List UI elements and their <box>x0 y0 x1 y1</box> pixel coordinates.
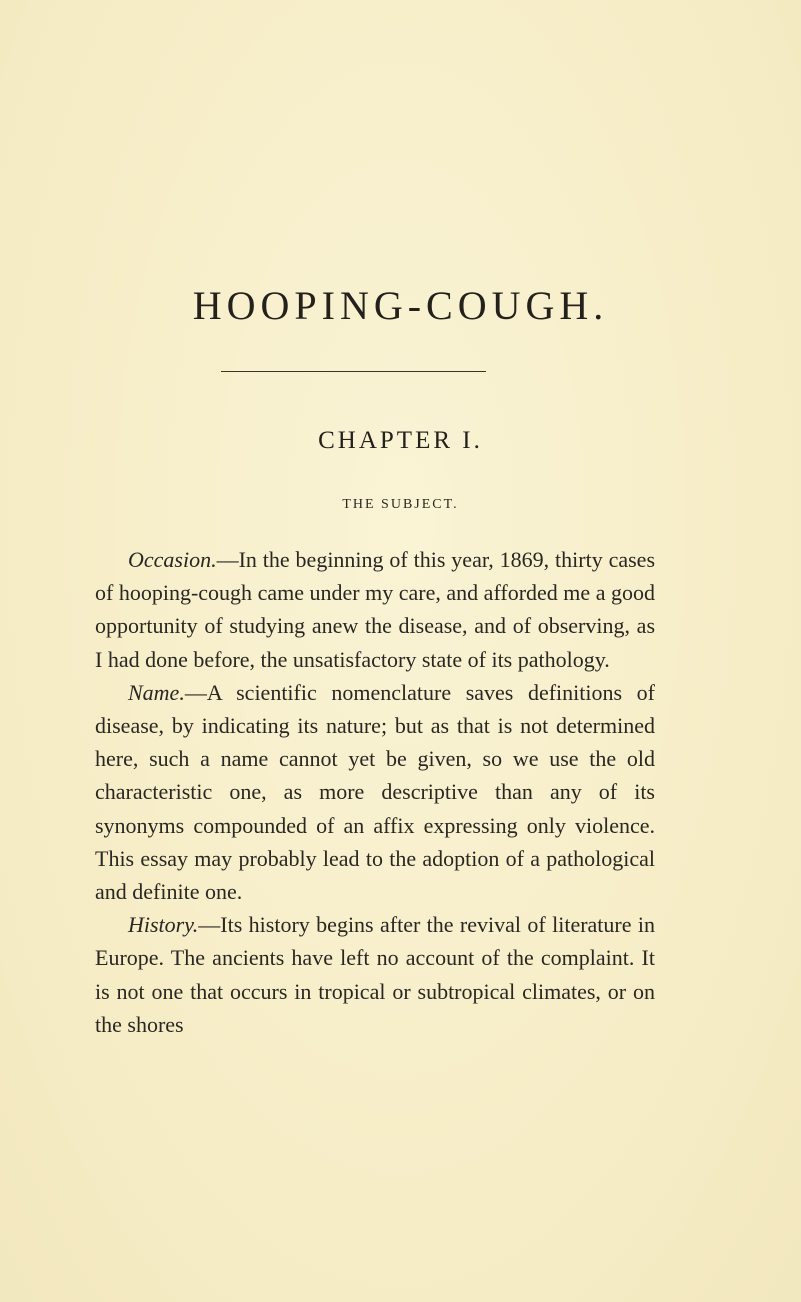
chapter-heading: CHAPTER I. <box>318 427 483 454</box>
section-subtitle: THE SUBJECT. <box>342 497 459 512</box>
page-title: HOOPING-COUGH. <box>192 283 609 328</box>
paragraph-text: —In the beginning of this year, 1869, thirty cases of hooping-cough came under my care, and afforded me a good opportunity of studying anew the disease, and of observing, as I had done before, the unsatisfactory state of its pathology. <box>95 547 655 672</box>
paragraph-label: Name. <box>128 679 185 705</box>
title-divider <box>221 371 486 372</box>
body-text <box>95 543 655 1041</box>
paragraph-name <box>95 676 655 908</box>
paragraph-history <box>95 908 655 1041</box>
paragraph-label: History. <box>128 912 199 938</box>
paragraph-occasion <box>95 543 655 676</box>
paragraph-label: Occasion. <box>128 547 217 572</box>
paragraph-text: —A scientific nomenclature saves definitions of disease, by indicating its nature; but as that is not determined here, such a name cannot yet be given, so we use the old characteristic one, as more descriptive than any of its synonyms compounded of an affix expressing only violence. This essay may probably lead to the adoption of a pathological and definite one. <box>95 679 655 905</box>
paragraph-text: —Its history begins after the revival of literature in Europe. The ancients have left no account of the complaint. It is not one that occurs in tropical or subtropical climates, or on the shores <box>95 912 655 1037</box>
